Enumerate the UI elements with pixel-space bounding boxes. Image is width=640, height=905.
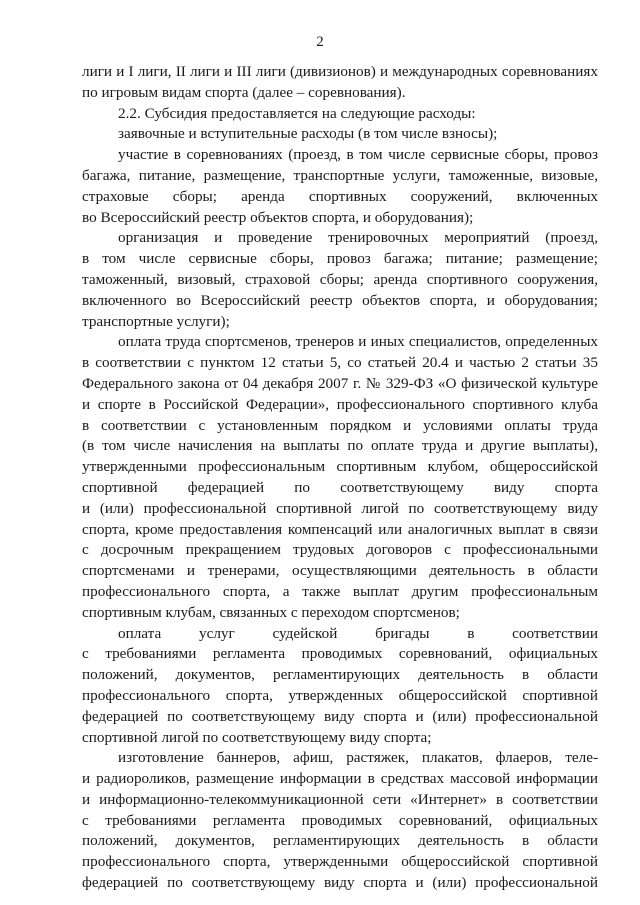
text-line: заявочные и вступительные расходы (в том числе взносы); [118,125,498,143]
text-line: багажа, питание, размещение, транспортные услуги, таможенные, визовые, [82,166,598,184]
text-line: включенного во Всероссийский реестр объектов спорта, и оборудования; [82,291,598,309]
text-line: спорта, кроме предоставления компенсаций или аналогичных выплат в связи [82,520,598,538]
text-line: изготовление баннеров, афиш, растяжек, плакатов, флаеров, теле- [118,749,598,767]
paragraph [82,748,598,894]
text-line: спортивным клубам, связанных с переходом спортсменов; [82,603,460,621]
paragraph [82,145,598,228]
text-line: и спорте в Российской Федерации», профессионального спортивного клуба [82,395,598,413]
text-line: в соответствии с установленным порядком и условиями оплаты труда [82,416,598,434]
text-line: в том числе сервисные сборы, провоз багажа; питание; размещение; [82,250,598,268]
text-line: таможенный, визовый, страховой сборы; аренда спортивного сооружения, [82,270,598,288]
text-line: профессионального спорта, утвержденных общероссийской спортивной [82,686,598,704]
text-line: профессионального спорта, а также выплат другим профессиональным [82,582,598,600]
text-line: 2.2. Субсидия предоставляется на следующие расходы: [118,104,476,122]
text-line: в соответствии с пунктом 12 статьи 5, со статьей 20.4 и частью 2 статьи 35 [82,354,598,372]
text-line: Федерального закона от 04 декабря 2007 г. № 329-ФЗ «О физической культуре [82,374,598,392]
text-line: по игровым видам спорта (далее – соревнования). [82,83,406,101]
text-line: федерацией по соответствующему виду спорта и (или) профессиональной [82,874,598,892]
text-line: организация и проведение тренировочных мероприятий (проезд, [118,229,598,247]
text-line: с требованиями регламента проводимых соревнований, официальных [82,645,598,663]
text-line: страховые сборы; аренда спортивных сооружений, включенных [82,187,598,205]
text-line: участие в соревнованиях (проезд, в том числе сервисные сборы, провоз [118,146,598,164]
text-line: с досрочным прекращением трудовых договоров с профессиональными [82,541,598,559]
text-line: положений, документов, регламентирующих деятельность в области [82,832,598,850]
text-line: спортивной лигой по соответствующему виду спорта; [82,728,432,746]
text-line: и (или) профессиональной спортивной лигой по соответствующему виду [82,499,598,517]
text-line: спортивной федерацией по соответствующему виду спорта [82,478,598,496]
text-line: положений, документов, регламентирующих деятельность в области [82,666,598,684]
text-line: федерацией по соответствующему виду спорта и (или) профессиональной [82,707,598,725]
paragraph [82,332,598,623]
text-line: и информационно-телекоммуникационной сети «Интернет» в соответствии [82,790,598,808]
text-line: транспортные услуги); [82,312,230,330]
paragraph [82,104,598,125]
text-line: оплата труда спортсменов, тренеров и иных специалистов, определенных [118,333,598,351]
text-line: оплата услуг судейской бригады в соответствии [118,624,598,642]
text-line: спортсменами и тренерами, осуществляющими деятельность в области [82,562,598,580]
text-line: (в том числе начисления на выплаты по оплате труда и другие выплаты), [82,437,598,455]
text-line: профессионального спорта, утвержденными общероссийской спортивной [82,853,598,871]
text-line: с требованиями регламента проводимых соревнований, официальных [82,811,598,829]
page-number: 2 [316,34,324,50]
paragraph [82,228,598,332]
text-line: лиги и I лиги, II лиги и III лиги (дивизионов) и международных соревнованиях [82,63,598,80]
paragraph [82,62,598,104]
text-line: и радиороликов, размещение информации в средствах массовой информации [82,770,598,788]
text-line: во Всероссийский реестр объектов спорта, и оборудования); [82,208,474,226]
document-body [82,62,598,894]
paragraph [82,624,598,749]
text-line: утвержденными профессиональным спортивным клубом, общероссийской [82,458,598,476]
paragraph [82,124,598,145]
